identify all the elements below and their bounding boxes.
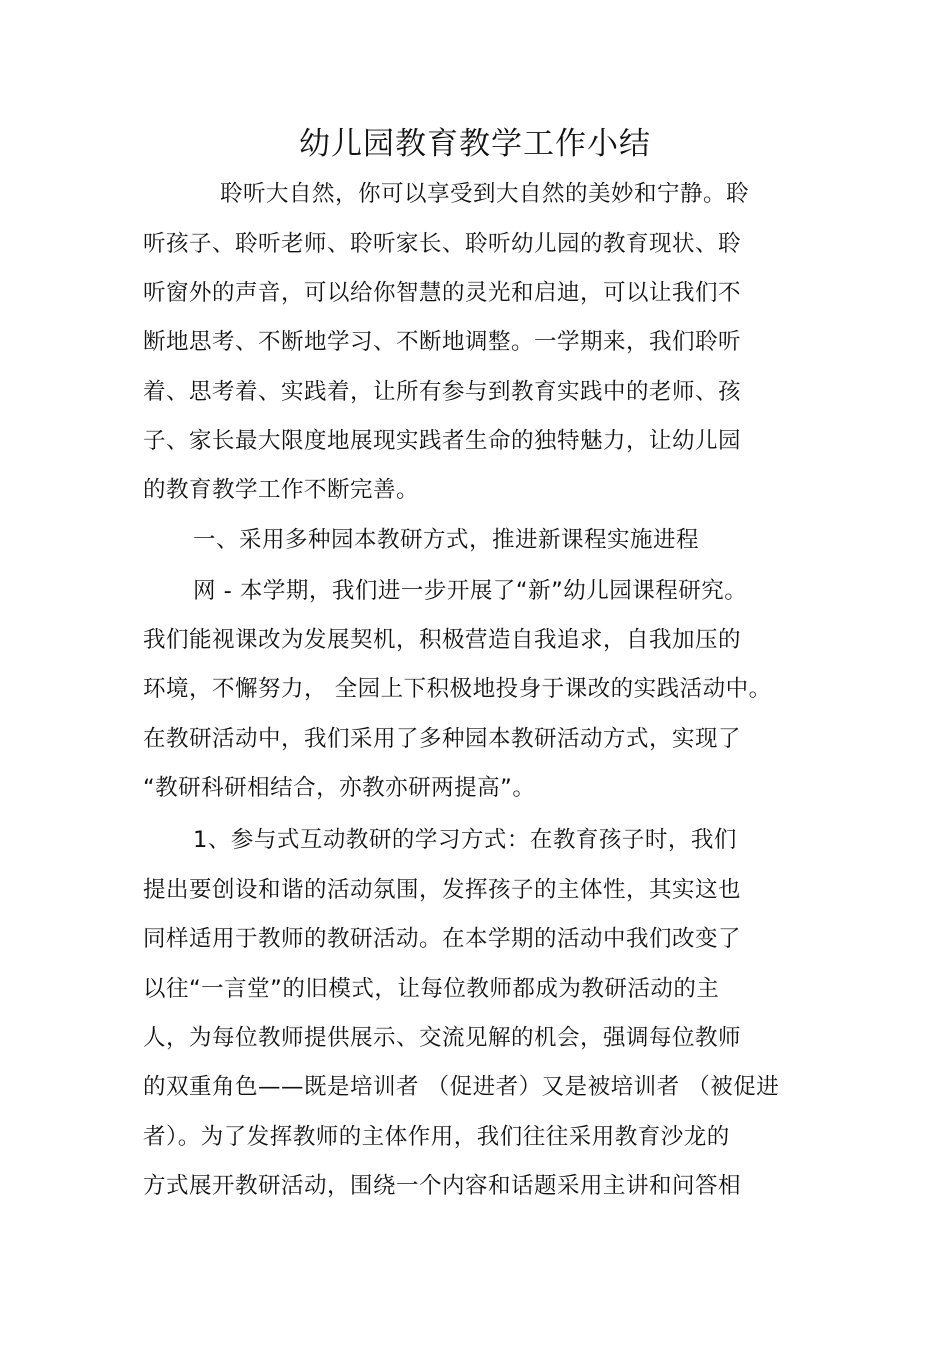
text-line: 听孩子、聆听老师、聆听家长、聆听幼儿园的教育现状、聆 [143,231,742,257]
text-line: 子、家长最大限度地展现实践者生命的独特魅力，让幼儿园 [143,428,742,454]
text-line: 着、思考着、实践着，让所有参与到教育实践中的老师、孩 [143,379,742,405]
document-title: 幼儿园教育教学工作小结 [299,126,651,162]
text-line: 1、参与式互动教研的学习方式：在教育孩子时，我们 [193,827,737,853]
text-line: 在教研活动中，我们采用了多种园本教研活动方式，实现了 [143,726,742,752]
text-line: 我们能视课改为发展契机，积极营造自我追求，自我加压的 [143,627,742,653]
text-line: 的双重角色——既是培训者 （促进者）又是被培训者 （被促进 [143,1074,780,1100]
text-line: 人，为每位教师提供展示、交流见解的机会，强调每位教师 [143,1025,742,1051]
text-line: 者）。为了发挥教师的主体作用，我们往往采用教育沙龙的 [143,1124,730,1150]
text-line: 提出要创设和谐的活动氛围，发挥孩子的主体性，其实这也 [143,877,742,903]
text-line: 网 - 本学期，我们进一步开展了“新”幼儿园课程研究。 [193,578,748,604]
text-line: 同样适用于教师的教研活动。在本学期的活动中我们改变了 [143,926,742,952]
text-line: 以往“一言堂”的旧模式，让每位教师都成为教研活动的主 [143,976,720,1002]
text-line: 聆听大自然，你可以享受到大自然的美妙和宁静。聆 [220,181,750,207]
text-line: 断地思考、不断地学习、不断地调整。一学期来，我们聆听 [143,329,742,355]
text-line: “教研科研相结合，亦教亦研两提高”。 [143,775,536,801]
text-line: 环境，不懈努力， 全园上下积极地投身于课改的实践活动中。 [143,676,772,702]
section-heading: 一、采用多种园本教研方式，推进新课程实施进程 [193,527,700,553]
text-line: 的教育教学工作不断完善。 [143,477,420,503]
text-line: 方式展开教研活动，围绕一个内容和话题采用主讲和问答相 [143,1173,742,1199]
text-line: 听窗外的声音，可以给你智慧的灵光和启迪，可以让我们不 [143,280,742,306]
